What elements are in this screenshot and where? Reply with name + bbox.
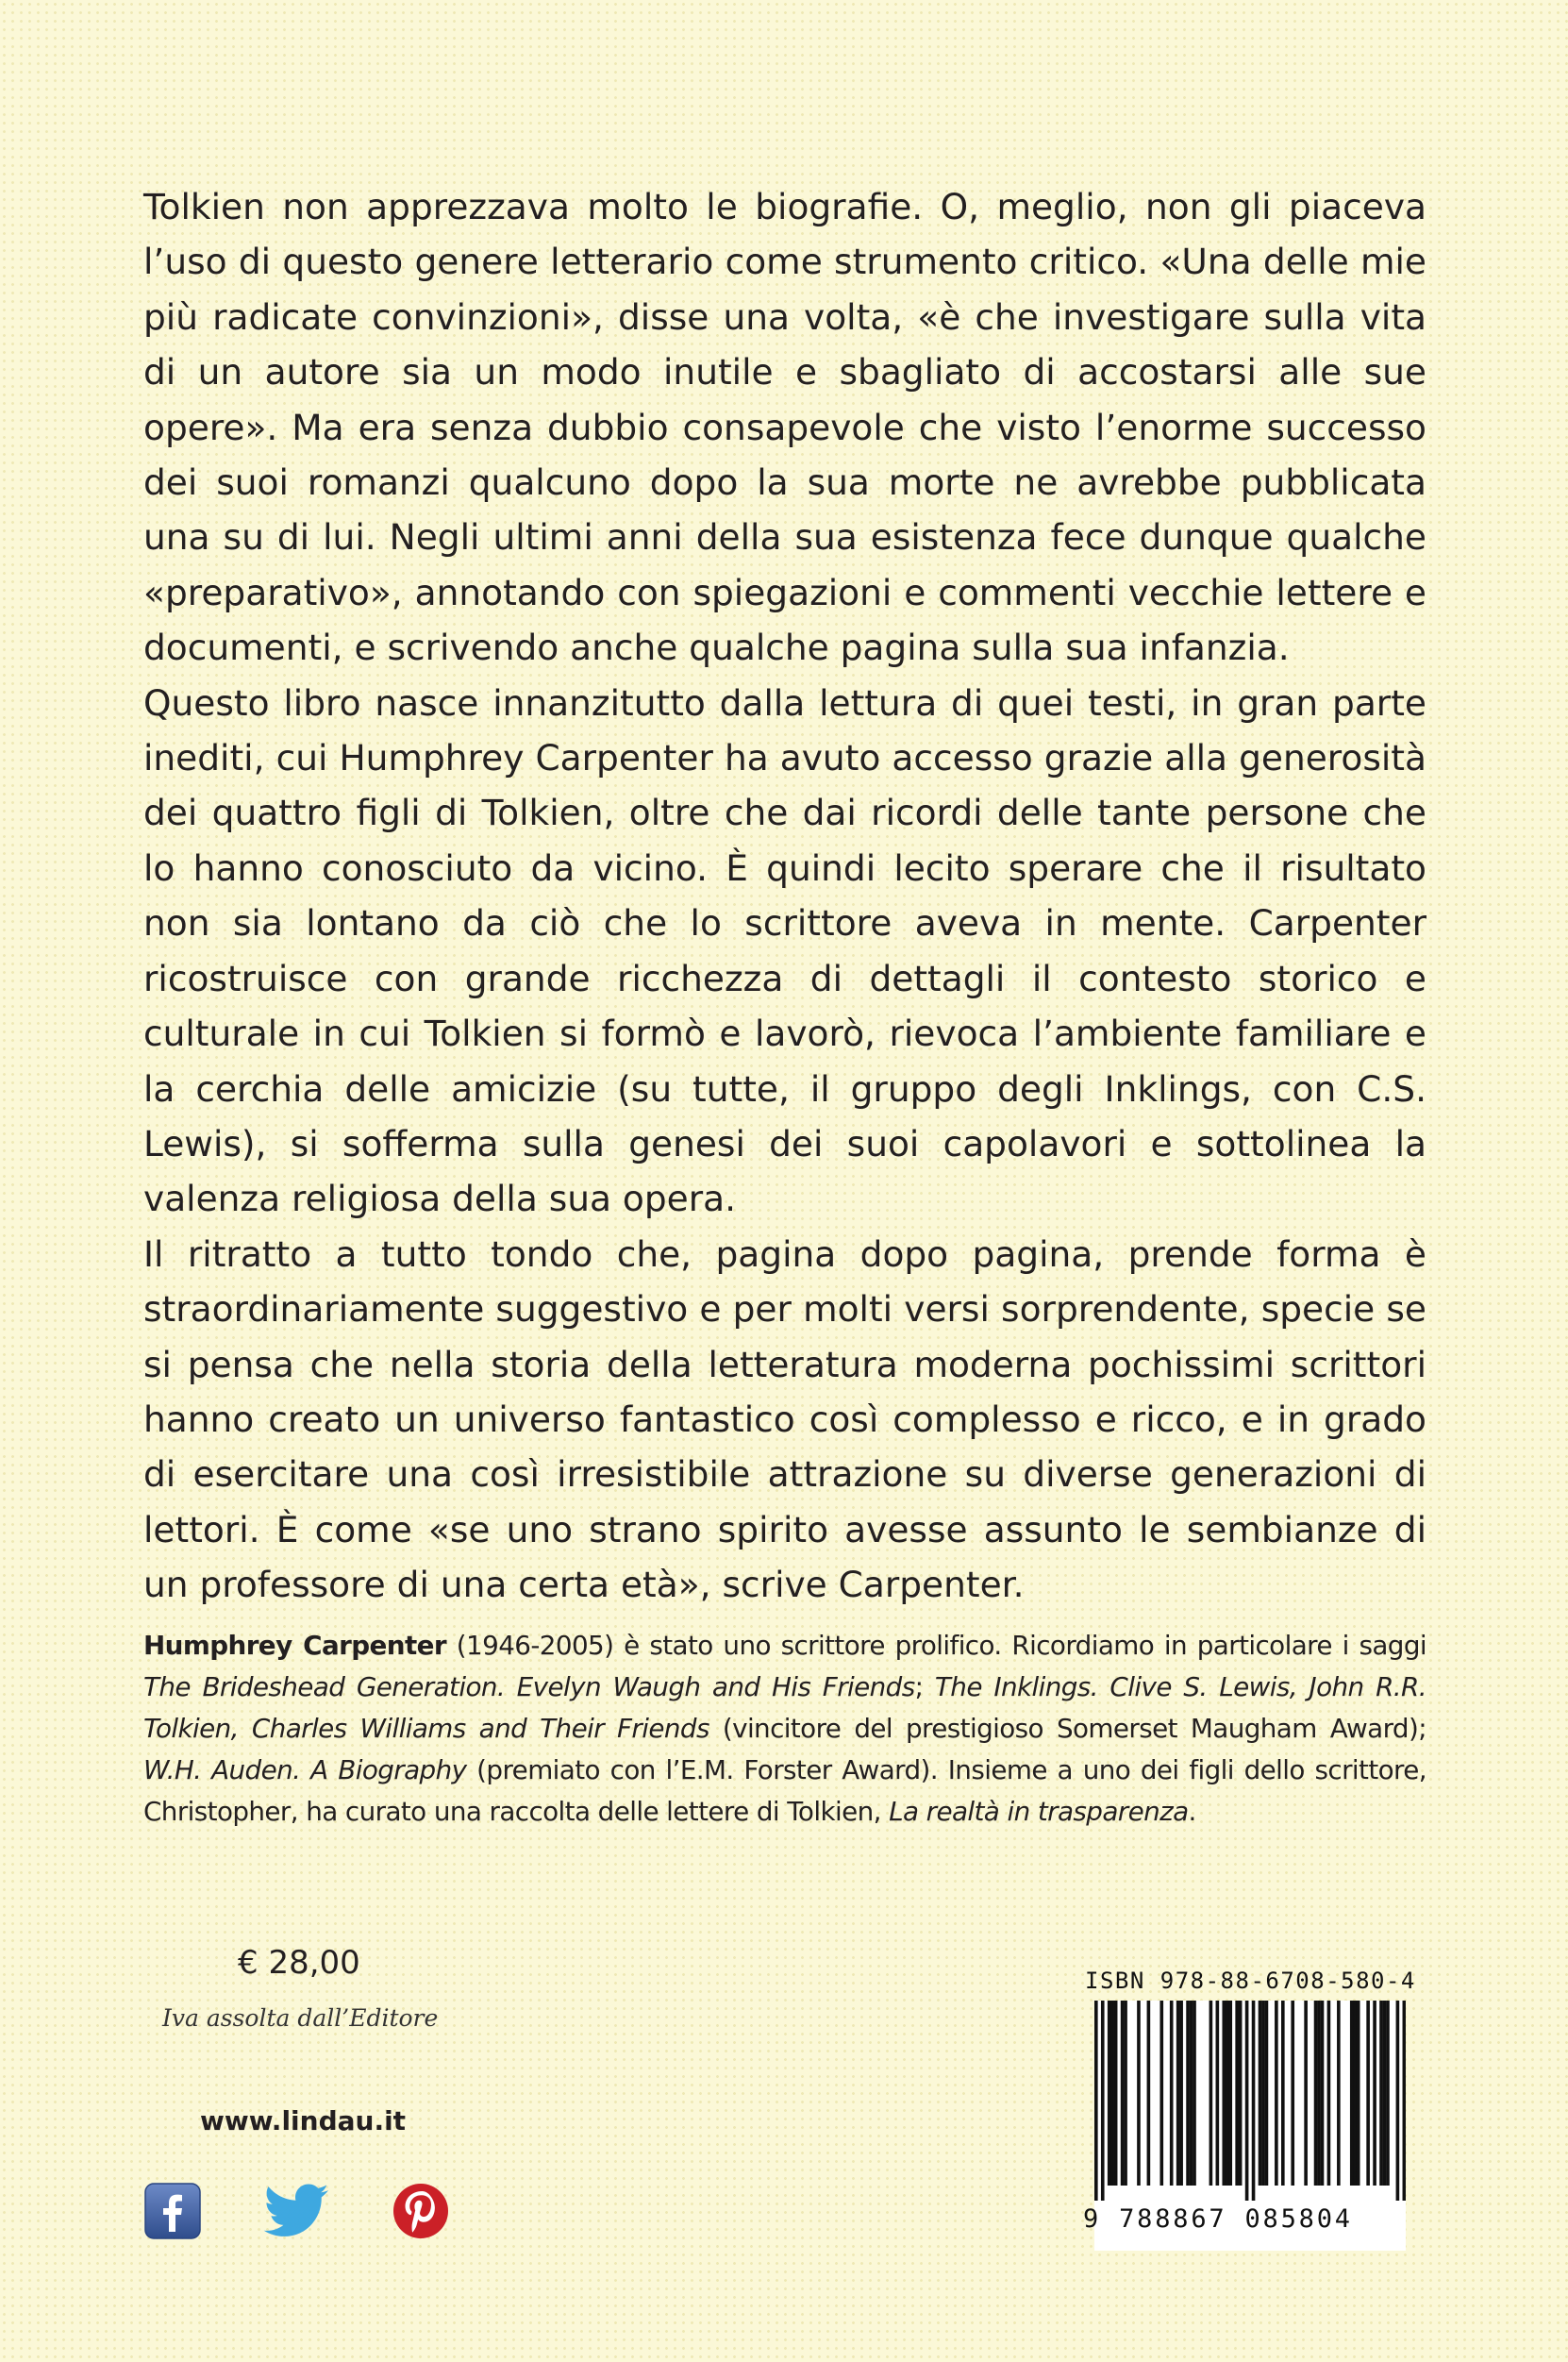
- blurb-text: [143, 179, 1426, 1613]
- barcode-bar: [1317, 2001, 1321, 2186]
- barcode-digits: 9 788867 085804: [1083, 2204, 1353, 2234]
- barcode-bar: [1265, 2001, 1269, 2186]
- barcode-bar: [1114, 2001, 1118, 2186]
- barcode-bar: [1259, 2001, 1262, 2186]
- barcode-bar: [1245, 2001, 1249, 2201]
- barcode-bar: [1186, 2001, 1190, 2186]
- barcode-bar: [1314, 2001, 1318, 2186]
- barcode-bar: [1110, 2001, 1114, 2186]
- book-title: The Brideshead Generation. Evelyn Waugh and His Friends: [143, 1671, 915, 1702]
- barcode-bar: [1275, 2001, 1278, 2186]
- barcode-bar: [1357, 2001, 1360, 2186]
- barcode-bar: [1190, 2001, 1193, 2186]
- bio-text: .: [1188, 1796, 1196, 1827]
- barcode-bar: [1216, 2001, 1220, 2186]
- barcode-bar: [1170, 2001, 1174, 2186]
- barcode-bar: [1101, 2001, 1105, 2201]
- barcode-bar: [1193, 2001, 1196, 2186]
- book-title: La realtà in trasparenza: [889, 1796, 1189, 1827]
- book-title: The Inklings. Clive S. Lewis, John R.R. Tolkien, Charles Williams and Their Friends: [143, 1671, 1426, 1744]
- barcode-bar: [1327, 2001, 1331, 2186]
- barcode-bar: [1350, 2001, 1354, 2186]
- book-title: W.H. Auden. A Biography: [143, 1754, 467, 1785]
- barcode-bar: [1226, 2001, 1229, 2186]
- blurb-paragraph: Il ritratto a tutto tondo che, pagina dopo pagina, prende forma è straordinariamente suggestivo e per molti versi sorprendente, specie se si pensa che nella storia della letteratura moderna pochissimi scrittori hanno creato un universo fantastico così complesso e ricco, e in grado di esercitare una così irresistibile attrazione su diverse generazioni di lettori. È come «se uno strano spirito avesse assunto le sembianze di un professore di una certa età», scrive Carpenter.: [143, 1232, 1426, 1606]
- barcode-bar: [1159, 2001, 1163, 2186]
- blurb-paragraph: Questo libro nasce innanzitutto dalla lettura di quei testi, in gran parte inediti, cui Humphrey Carpenter ha avuto accesso grazie alla generosità dei quattro figli di Tolkien, oltre che dai ricordi delle tante persone che lo hanno conosciuto da vicino. È quindi lecito sperare che il risultato non sia lontano da ciò che lo scrittore aveva in mente. Carpenter ricostruisce con grande ricchezza di dettagli il contesto storico e culturale in cui Tolkien si formò e lavorò, rievoca l’ambiente familiare e la cerchia delle amicizie (su tutte, il gruppo degli Inklings, con C.S. Lewis), si sofferma sulla genesi dei suoi capolavori e sottolinea la valenza religiosa della sua opera.: [143, 681, 1426, 1220]
- blurb-paragraph: Tolkien non apprezzava molto le biografie. O, meglio, non gli piaceva l’uso di questo genere letterario come strumento critico. «Una delle mie più radicate convinzioni», disse una volta, «è che investigare sulla vita di un autore sia un modo inutile e sbagliato di accostarsi alle sue opere». Ma era senza dubbio consapevole che visto l’enorme successo dei suoi romanzi qualcuno dopo la sua morte ne avrebbe pubblicata una su di lui. Negli ultimi anni della sua esistenza fece dunque qualche «preparativo», annotando con spiegazioni e commenti vecchie lettere e documenti, e scrivendo anche qualche pagina sulla sua infanzia.: [143, 186, 1426, 669]
- barcode-bar: [1379, 2001, 1383, 2186]
- iva-note: Iva assolta dall’Editore: [162, 2004, 439, 2032]
- barcode-bar: [1337, 2001, 1341, 2186]
- barcode-bar: [1291, 2001, 1294, 2186]
- barcode-bar: [1383, 2001, 1387, 2186]
- barcode-bar: [1304, 2001, 1308, 2186]
- bio-text: (vincitore del prestigioso Somerset Maugham Award);: [709, 1713, 1426, 1744]
- facebook-icon[interactable]: [143, 2182, 202, 2240]
- barcode-bar: [1137, 2001, 1141, 2186]
- barcode-bar: [1179, 2001, 1183, 2186]
- barcode-bar: [1261, 2001, 1265, 2186]
- barcode-bar: [1252, 2001, 1256, 2201]
- barcode-bar: [1147, 2001, 1151, 2186]
- barcode-bar: [1373, 2001, 1376, 2186]
- barcode-bar: [1228, 2001, 1232, 2186]
- barcode-bar: [1366, 2001, 1370, 2186]
- barcode-bar: [1353, 2001, 1357, 2186]
- author-bio: [143, 1625, 1426, 1833]
- barcode-bar: [1108, 2001, 1111, 2186]
- barcode-bar: [1386, 2001, 1390, 2186]
- barcode-bar: [1396, 2001, 1400, 2201]
- website-link[interactable]: www.lindau.it: [200, 2105, 407, 2136]
- barcode-bar: [1124, 2001, 1127, 2186]
- barcode-bar: [1209, 2001, 1213, 2186]
- barcode-bar: [1094, 2001, 1098, 2201]
- bio-text: (1946-2005) è stato uno scrittore prolifico. Ricordiamo in particolare i saggi: [446, 1630, 1426, 1661]
- bio-text: (premiato con l’E.M. Forster Award). Insieme a uno dei figli dello scrittore, Christopher, ha curato una raccolta delle lettere di Tolkien,: [143, 1754, 1426, 1827]
- pinterest-icon[interactable]: [392, 2182, 450, 2240]
- price: € 28,00: [238, 1944, 360, 1982]
- isbn-label: ISBN 978-88-6708-580-4: [1085, 1968, 1416, 1994]
- author-name: Humphrey Carpenter: [143, 1630, 447, 1661]
- twitter-icon[interactable]: [260, 2182, 332, 2240]
- barcode-bar: [1235, 2001, 1239, 2186]
- barcode-bar: [1176, 2001, 1180, 2186]
- bio-text: ;: [914, 1671, 935, 1702]
- barcode-bar: [1222, 2001, 1226, 2186]
- barcode-bar: [1121, 2001, 1125, 2186]
- barcode-bar: [1321, 2001, 1325, 2186]
- barcode-bar: [1403, 2001, 1406, 2201]
- barcode-bar: [1239, 2001, 1243, 2186]
- barcode-bar: [1281, 2001, 1285, 2186]
